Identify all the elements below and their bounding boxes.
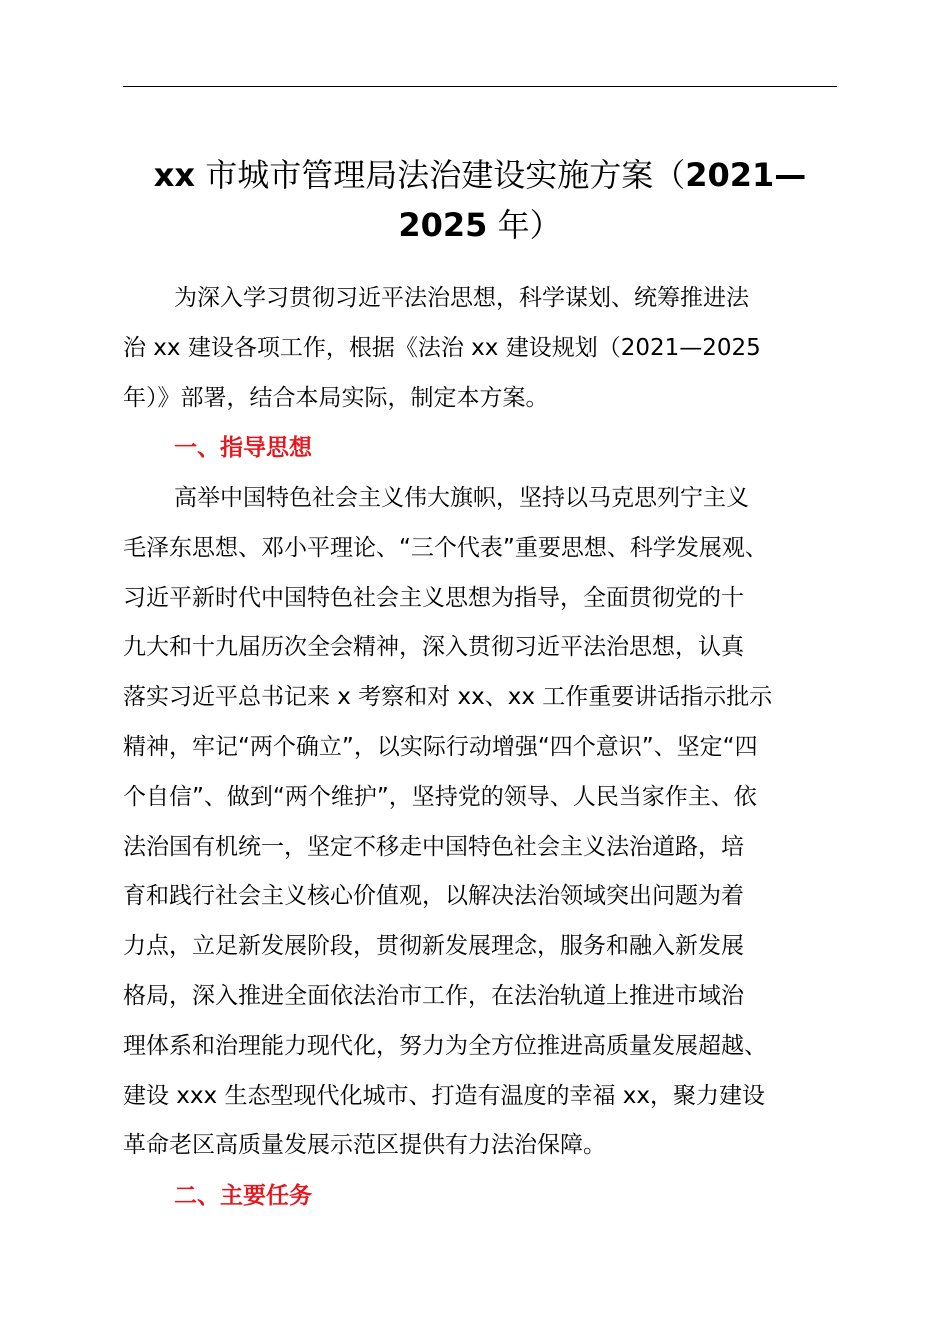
intro-line: 年）》部署，结合本局实际，制定本方案。	[123, 384, 549, 411]
paragraph-line: 力点，立足新发展阶段，贯彻新发展理念，服务和融入新发展	[123, 933, 744, 960]
paragraph-line: 格局，深入推进全面依法治市工作，在法治轨道上推进市域治	[123, 982, 744, 1009]
section-heading-main-tasks: 二、主要任务	[174, 1183, 312, 1209]
paragraph-line: 法治国有机统一，坚定不移走中国特色社会主义法治道路，培	[123, 833, 744, 860]
paragraph-line: 理体系和治理能力现代化，努力为全方位推进高质量发展超越、	[123, 1032, 767, 1059]
paragraph-line: 个自信”、做到“两个维护”，坚持党的领导、人民当家作主、依	[123, 783, 757, 810]
paragraph-line: 毛泽东思想、邓小平理论、“三个代表”重要思想、科学发展观、	[123, 534, 768, 561]
paragraph-line: 习近平新时代中国特色社会主义思想为指导，全面贯彻党的十	[123, 584, 744, 611]
intro-line: 治 xx 建设各项工作，根据《法治 xx 建设规划（2021—2025	[123, 334, 761, 361]
intro-paragraph	[123, 274, 843, 423]
guiding-ideology-paragraph	[123, 474, 843, 1171]
paragraph-line: 九大和十九届历次全会精神，深入贯彻习近平法治思想，认真	[123, 634, 744, 661]
document-title	[115, 150, 845, 250]
paragraph-line: 落实习近平总书记来 x 考察和对 xx、xx 工作重要讲话指示批示	[123, 684, 773, 711]
title-part-5: 年）	[487, 206, 562, 244]
paragraph-line: 革命老区高质量发展示范区提供有力法治保障。	[123, 1132, 606, 1159]
paragraph-line: 高举中国特色社会主义伟大旗帜，坚持以马克思列宁主义	[174, 485, 749, 511]
paragraph-line: 精神，牢记“两个确立”，以实际行动增强“四个意识”、坚定“四	[123, 733, 758, 760]
title-part-4: 2025	[398, 206, 488, 244]
section-heading-guiding-ideology: 一、指导思想	[174, 435, 312, 461]
title-part-2: 市城市管理局法治建设实施方案（	[195, 156, 686, 194]
title-part-1: xx	[153, 156, 196, 194]
paragraph-line: 育和践行社会主义核心价值观，以解决法治领域突出问题为着	[123, 883, 744, 910]
paragraph-line: 建设 xxx 生态型现代化城市、打造有温度的幸福 xx，聚力建设	[123, 1082, 765, 1109]
title-part-3: 2021—	[685, 156, 807, 194]
intro-line: 为深入学习贯彻习近平法治思想，科学谋划、统筹推进法	[174, 285, 749, 311]
top-divider-line	[123, 86, 837, 87]
